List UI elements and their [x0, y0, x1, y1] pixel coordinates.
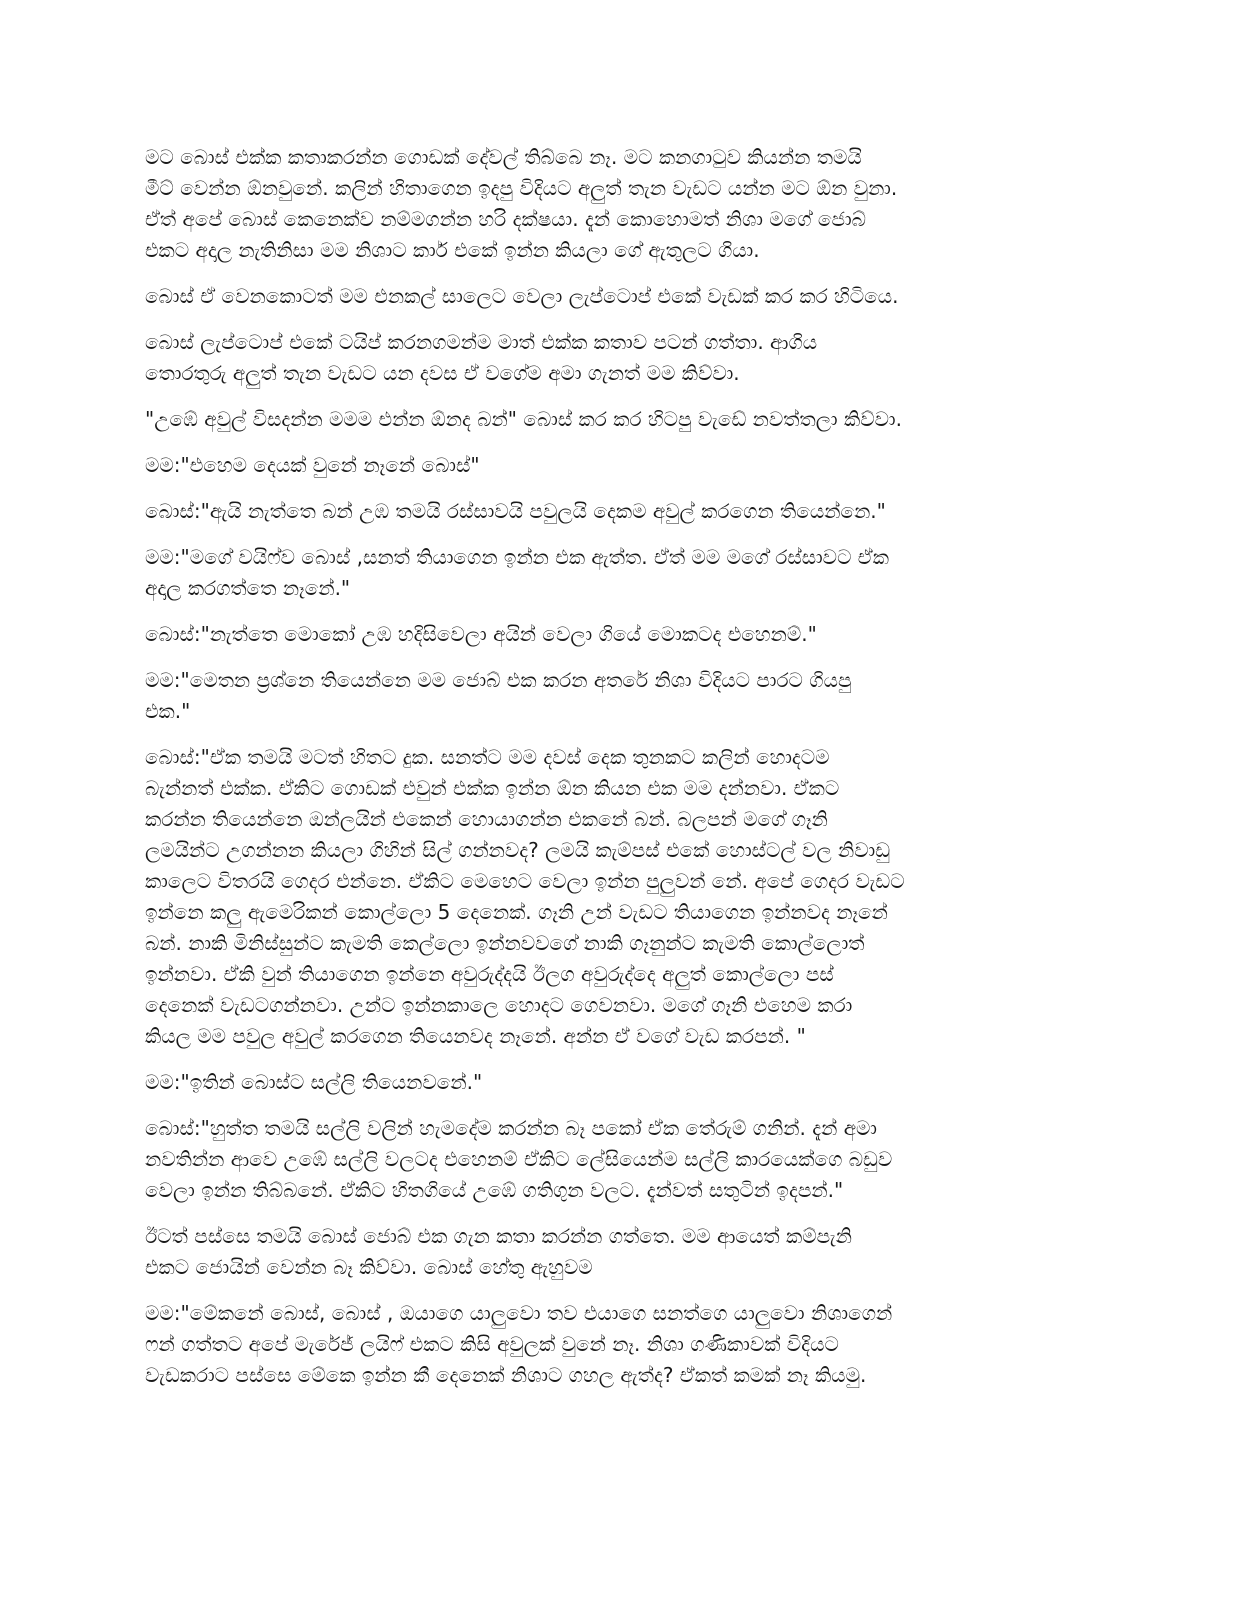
text-line: බන්. නාකි මිනිස්සුන්ට කැමති කෙල්ලො ඉන්නවවගේ නාකි ගෑනුන්ට කැමති කොල්ලොත් [145, 931, 865, 955]
paragraph [145, 1067, 1090, 1098]
document-body [145, 142, 1090, 1406]
text-line: මම:"ඉතින් බොස්ට සල්ලි තියෙනවනේ." [145, 1070, 483, 1094]
text-line: වෙලා ඉන්න තිබ්බනේ. ඒකිට හිතගියේ උඹේ ගතිගුන වලට. දැන්වත් සතුටින් ඉදපන්." [145, 1178, 844, 1202]
paragraph [145, 327, 1090, 389]
paragraph [145, 742, 1090, 1052]
text-line: අදාල කරගත්තෙ නෑනේ." [145, 576, 351, 600]
text-line: "උඹේ අවුල් විසදන්න මමම එන්න ඕනද බන්" බොස් කර කර හිටපු වැඩේ නවත්තලා කිව්වා. [145, 407, 902, 431]
text-line: මම:"මේකනේ බොස්, බොස් , ඔයාගෙ යාලුවො තව එයාගෙ සනත්ගෙ යාලුවො නිශාගෙන් [145, 1301, 893, 1325]
text-line: කරන්න තියෙන්නෙ ඔන්ලයින් එකෙන් හොයාගන්න එකනේ බන්. බලපන් මගේ ගෑනි [145, 807, 828, 831]
text-line: බොස්:"හුත්ත තමයි සල්ලි වලින් හැමදේම කරන්න බෑ පකෝ ඒක තේරුම් ගනින්. දැන් අමා [145, 1116, 878, 1140]
paragraph [145, 665, 1090, 727]
text-line: මම:"මෙතන ප්‍රශ්නෙ තියෙන්නෙ මම ජොබ් එක කරන අතරේ නිශා විදියට පාරට ගියපු [145, 668, 852, 692]
text-line: එකට ජොයින් වෙන්න බෑ කිව්වා. බොස් හේතු ඇහුවම [145, 1255, 593, 1279]
text-line: බොස්:"නැත්තෙ මොකෝ උඹ හදිසිවෙලා අයින් වෙලා ගියේ මොකටද එහෙනම්." [145, 622, 817, 646]
text-line: මට බොස් එක්ක කතාකරන්න ගොඩක් දේවල් තිබ්බෙ නෑ. මට කනගාටුව කියන්න තමයි [145, 145, 862, 169]
text-line: දෙනෙක් වැඩටගන්නවා. උන්ට ඉන්නකාලෙ හොදට ගෙවනවා. මගේ ගෑනි එහෙම කරා [145, 993, 853, 1017]
text-line: බොස්:"ඇයි නැත්තෙ බන් උඹ තමයි රස්සාවයි පවුලයි දෙකම අවුල් කරගෙන තියෙන්නෙ." [145, 499, 886, 523]
text-line: එක." [145, 699, 191, 723]
paragraph [145, 496, 1090, 527]
paragraph [145, 142, 1090, 266]
text-line: කියල මම පවුල අවුල් කරගෙන තියෙනවද නෑනේ. අන්න ඒ වගේ වැඩ කරපන්. " [145, 1024, 806, 1048]
text-line: මම:"මගේ වයිෆ්ව බොස් ,සනත් තියාගෙන ඉන්න එක ඇත්ත. ඒත් මම මගේ රස්සාවට ඒක [145, 545, 889, 569]
paragraph [145, 404, 1090, 435]
paragraph [145, 542, 1090, 604]
text-line: මම:"එහෙම දෙයක් වුනේ නෑනේ බොස්" [145, 453, 480, 477]
paragraph [145, 1221, 1090, 1283]
text-line: බැන්නත් එක්ක. ඒකිට ගොඩක් එවුන් එක්ක ඉන්න ඕන කියන එක මම දන්නවා. ඒකට [145, 776, 840, 800]
text-line: බොස් ලැප්ටොප් එකේ ටයිප් කරනගමන්ම මාත් එක්ක කතාව පටන් ගත්තා. ආගිය [145, 330, 818, 354]
text-line: ඊටත් පස්සෙ තමයි බොස් ජොබ් එක ගැන කතා කරන්න ගත්තෙ. මම ආයෙත් කම්පැනි [145, 1224, 852, 1248]
paragraph [145, 1298, 1090, 1391]
text-line: ඒත් අපේ බොස් කෙනෙක්ව නම්මගන්න හරි දක්ෂයා. දැන් කොහොමත් නිශා මගේ ජොබ් [145, 207, 866, 231]
text-line: බොස් ඒ වෙනකොටත් මම එනකල් සාලෙට වෙලා ලැප්ටොප් එකේ වැඩක් කර කර හිටියෙ. [145, 284, 899, 308]
paragraph [145, 619, 1090, 650]
text-line: ඉන්නවා. ඒකි වුන් තියාගෙන ඉන්නෙ අවුරුද්දයි ඊලග අවුරුද්දෙ අලුත් කොල්ලො පස් [145, 962, 834, 986]
text-line: බොස්:"ඒක තමයි මටත් හිතට දුක. සනත්ට මම දවස් දෙක තුනකට කලින් හොදටම [145, 745, 830, 769]
text-line: ලමයින්ට උගන්නන කියලා ගිහින් සිල් ගන්නවද? ලමයි කැම්පස් එකේ හොස්ටල් වල නිවාඩු [145, 838, 891, 862]
paragraph [145, 450, 1090, 481]
text-line: මීට් වෙන්න ඕනවුනේ. කලින් හිතාගෙන ඉදපු විදියට අලුත් තැන වැඩට යන්න මට ඕන වුනා. [145, 176, 898, 200]
text-line: වැඩකරාට පස්සෙ මේකෙ ඉන්න කී දෙනෙක් නිශාට ගහල ඇත්ද? ඒකත් කමක් නෑ කියමු. [145, 1363, 867, 1387]
text-line: එකට අදාල නැතිනිසා මම නිශාට කාර් එකේ ඉන්න කියලා ගේ ඇතුලට ගියා. [145, 238, 760, 262]
paragraph [145, 281, 1090, 312]
text-line: කාලෙට විතරයි ගෙදර එන්නෙ. ඒකිට මෙහෙට වෙලා ඉන්න පුලුවන් නේ. අපේ ගෙදර වැඩට [145, 869, 905, 893]
text-line: ෆන් ගත්තට අපේ මැරේජ් ලයිෆ් එකට කිසි අවුලක් වුනේ නෑ. නිශා ගණිකාවක් විදියට [145, 1332, 839, 1356]
text-line: තොරතුරු අලුත් තැන වැඩට යන දවස ඒ වගේම අමා ගැනත් මම කිව්වා. [145, 361, 740, 385]
text-line: ඉන්නෙ කලු ඇමෙරිකන් කොල්ලො 5 දෙනෙක්. ගෑනි උන් වැඩට තියාගෙන ඉන්නවද නෑනේ [145, 900, 888, 924]
text-line: නවතින්න ආවෙ උඹේ සල්ලි වලටද එහෙනම් ඒකිට ලේසියෙන්ම සල්ලි කාරයෙක්ගෙ බඩුව [145, 1147, 893, 1171]
paragraph [145, 1113, 1090, 1206]
